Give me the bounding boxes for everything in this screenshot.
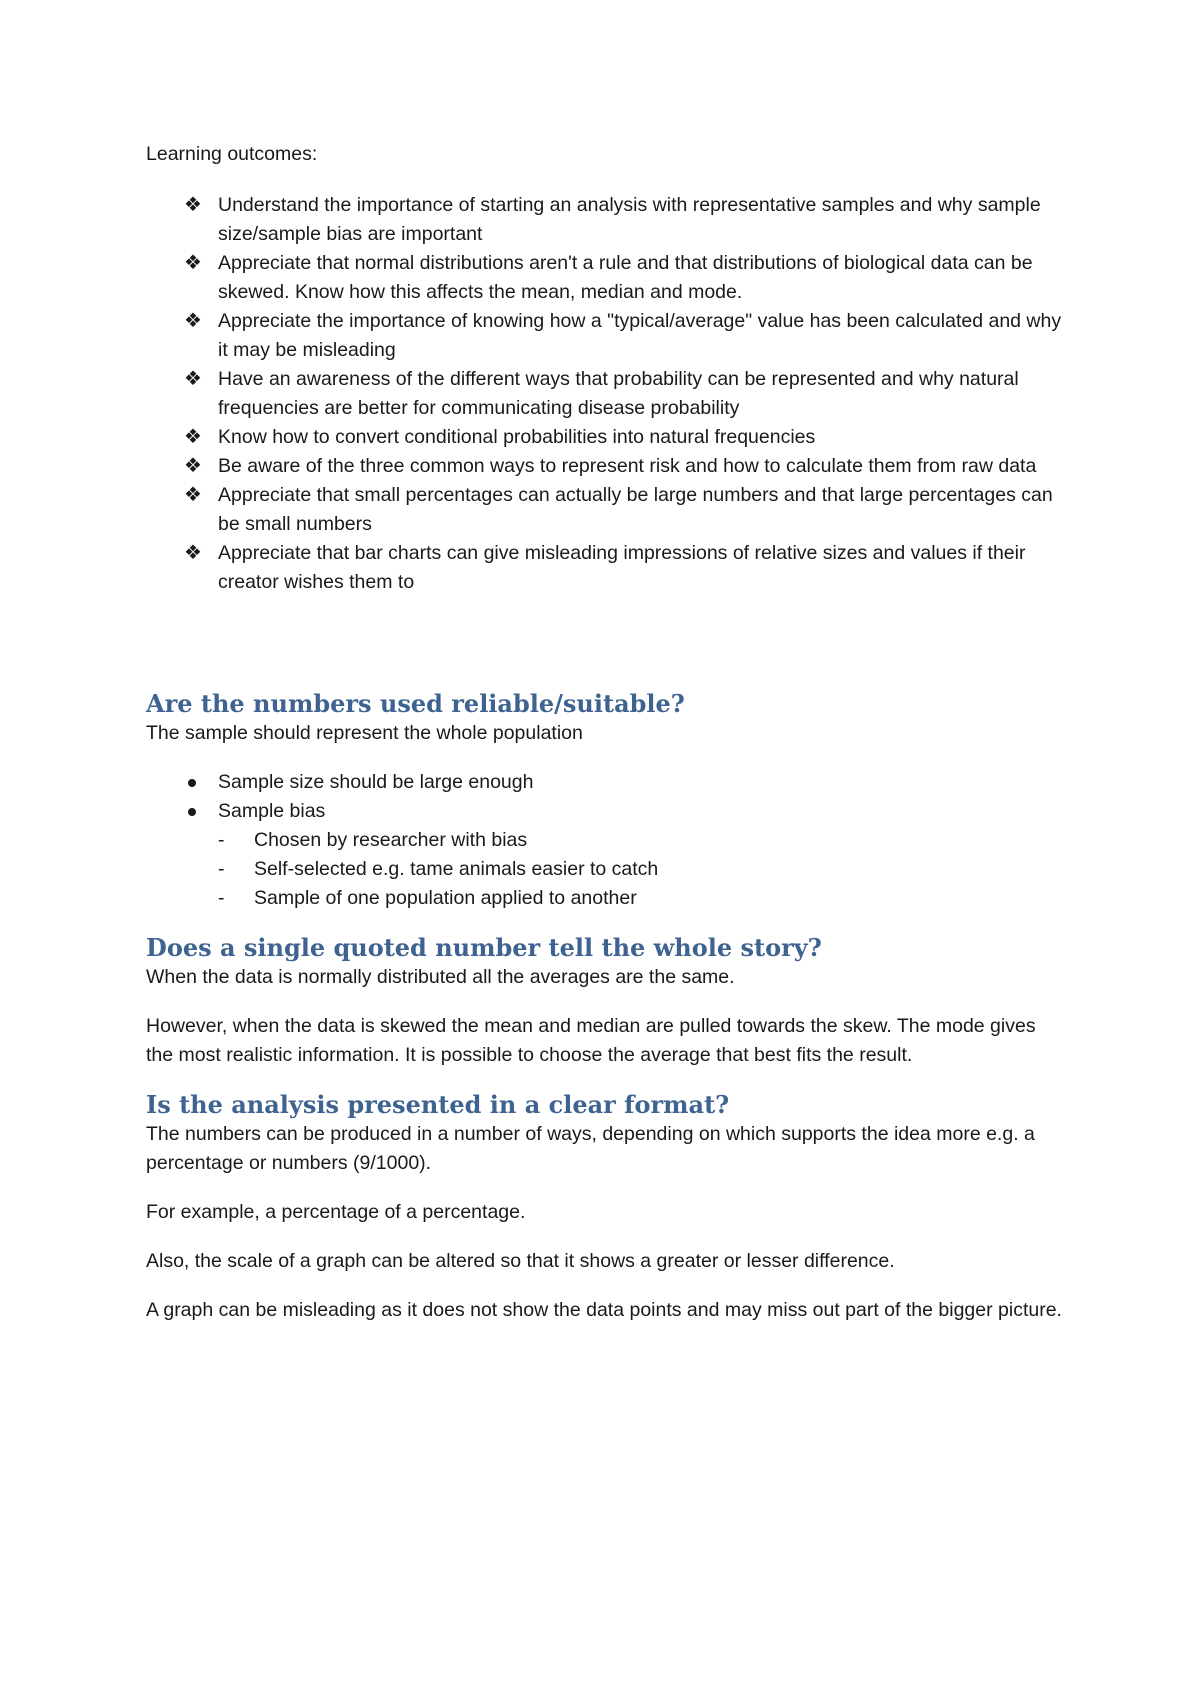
- sub-bullet-text: Self-selected e.g. tame animals easier to catch: [254, 858, 659, 880]
- list-item: [146, 191, 1066, 249]
- section-paragraph: The sample should represent the whole population: [146, 722, 583, 744]
- four-diamond-icon: ❖: [184, 542, 202, 564]
- four-diamond-icon: ❖: [184, 310, 202, 332]
- outcome-text: Know how to convert conditional probabilities into natural frequencies: [218, 426, 816, 448]
- outcome-text: Appreciate that normal distributions aren't a rule and that distributions of biological data can be skewed. Know how this affects the mean, median and mode.: [218, 252, 1033, 303]
- section-paragraph: However, when the data is skewed the mean and median are pulled towards the skew. The mode gives the most realistic information. It is possible to choose the average that best fits the result.: [146, 1015, 1036, 1066]
- outcome-text: Appreciate that bar charts can give misleading impressions of relative sizes and values if their creator wishes them to: [218, 542, 1026, 593]
- outcome-text: Appreciate the importance of knowing how a "typical/average" value has been calculated and why it may be misleading: [218, 310, 1062, 361]
- list-item: [146, 307, 1066, 365]
- four-diamond-icon: ❖: [184, 484, 202, 506]
- filled-circle-icon: [188, 808, 196, 816]
- dash-icon: -: [218, 858, 225, 880]
- sub-bullet-text: Sample of one population applied to another: [254, 887, 637, 909]
- bullet-text: Sample size should be large enough: [218, 771, 534, 793]
- bullet-text: Sample bias: [218, 800, 326, 822]
- list-item: [146, 884, 1066, 913]
- outcome-text: Understand the importance of starting an analysis with representative samples and why sample size/sample bias are important: [218, 194, 1041, 245]
- list-item: [146, 249, 1066, 307]
- filled-circle-icon: [188, 779, 196, 787]
- list-item: [146, 423, 1066, 452]
- list-item: [146, 452, 1066, 481]
- section-paragraph: Also, the scale of a graph can be altered so that it shows a greater or lesser difference.: [146, 1250, 895, 1272]
- list-item: [146, 855, 1066, 884]
- section-paragraph: The numbers can be produced in a number of ways, depending on which supports the idea more e.g. a percentage or numbers (9/1000).: [146, 1123, 1035, 1174]
- list-item: [146, 539, 1066, 597]
- outcome-text: Appreciate that small percentages can actually be large numbers and that large percentages can be small numbers: [218, 484, 1053, 535]
- four-diamond-icon: ❖: [184, 368, 202, 390]
- four-diamond-icon: ❖: [184, 426, 202, 448]
- list-item: [146, 768, 1066, 797]
- dash-icon: -: [218, 887, 225, 909]
- section-paragraph: When the data is normally distributed all the averages are the same.: [146, 966, 735, 988]
- learning-outcomes-list: [146, 191, 1066, 597]
- dash-icon: -: [218, 829, 225, 851]
- outcome-text: Be aware of the three common ways to represent risk and how to calculate them from raw data: [218, 455, 1037, 477]
- list-item: [146, 481, 1066, 539]
- learning-outcomes-label: Learning outcomes:: [146, 143, 318, 165]
- section-heading-single-number: Does a single quoted number tell the whole story?: [146, 933, 822, 962]
- outcome-text: Have an awareness of the different ways that probability can be represented and why natural frequencies are better for communicating disease probability: [218, 368, 1019, 419]
- section-paragraph: A graph can be misleading as it does not show the data points and may miss out part of the bigger picture.: [146, 1299, 1062, 1321]
- four-diamond-icon: ❖: [184, 194, 202, 216]
- four-diamond-icon: ❖: [184, 252, 202, 274]
- sub-bullet-text: Chosen by researcher with bias: [254, 829, 528, 851]
- document-page: [146, 140, 1066, 1325]
- list-item: [146, 365, 1066, 423]
- bullet-list: [146, 768, 1066, 826]
- sub-bullet-list: [146, 826, 1066, 913]
- section-heading-clear-format: Is the analysis presented in a clear format?: [146, 1090, 730, 1119]
- list-item: [146, 797, 1066, 826]
- four-diamond-icon: ❖: [184, 455, 202, 477]
- section-paragraph: For example, a percentage of a percentage.: [146, 1201, 526, 1223]
- list-item: [146, 826, 1066, 855]
- section-heading-reliability: Are the numbers used reliable/suitable?: [146, 689, 685, 718]
